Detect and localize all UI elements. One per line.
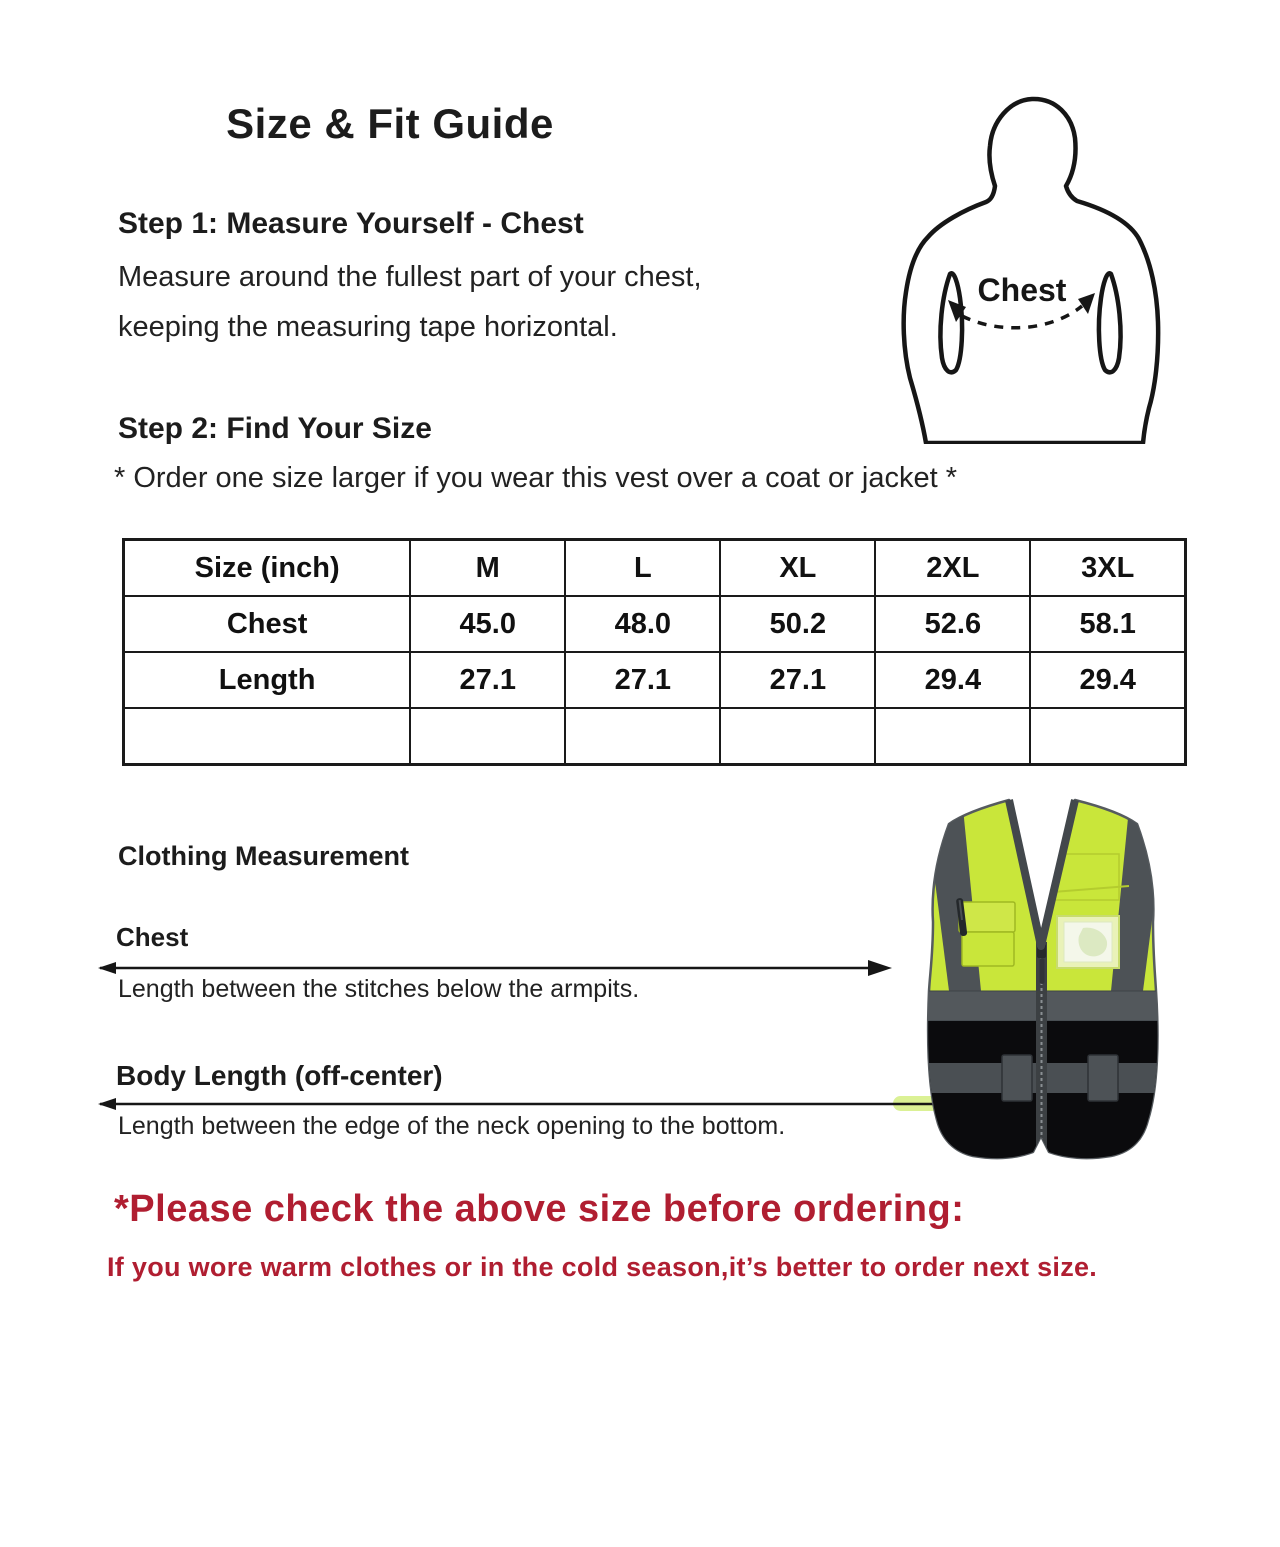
size-table-row-length: [124, 652, 1186, 708]
value-cell: 27.1: [410, 652, 565, 708]
zipper-pull: [1040, 958, 1045, 984]
right-arm-gap: [1099, 273, 1121, 372]
arrow-left-icon: [98, 1098, 116, 1110]
size-table-header-cell: 2XL: [875, 540, 1030, 597]
safety-vest-image: [915, 798, 1177, 1164]
arrow-right-icon: [868, 960, 892, 976]
value-cell: [410, 708, 565, 765]
value-cell: 52.6: [875, 596, 1030, 652]
size-table-header-cell: Size (inch): [124, 540, 411, 597]
step1-heading: Step 1: Measure Yourself - Chest: [118, 207, 584, 240]
value-cell: 58.1: [1030, 596, 1185, 652]
value-cell: 29.4: [875, 652, 1030, 708]
value-cell: 45.0: [410, 596, 565, 652]
size-table: [122, 538, 1187, 766]
value-cell: 27.1: [565, 652, 720, 708]
value-cell: [565, 708, 720, 765]
row-label-cell: Length: [124, 652, 411, 708]
value-cell: [875, 708, 1030, 765]
arrow-left-icon: [98, 962, 116, 974]
size-table-header-cell: M: [410, 540, 565, 597]
size-note: * Order one size larger if you wear this vest over a coat or jacket *: [114, 462, 957, 494]
body-length-label: Body Length (off-center): [116, 1060, 443, 1091]
value-cell: 27.1: [720, 652, 875, 708]
size-table-header-cell: XL: [720, 540, 875, 597]
right-strap-tab: [1088, 1055, 1118, 1101]
body-length-arrow: [96, 1094, 946, 1114]
step1-description-line2: keeping the measuring tape horizontal.: [118, 311, 618, 343]
body-silhouette-figure: [898, 86, 1164, 444]
page-title: Size & Fit Guide: [226, 100, 554, 147]
size-table-header-cell: 3XL: [1030, 540, 1185, 597]
row-label-cell: Chest: [124, 596, 411, 652]
size-table-row-empty: [124, 708, 1186, 765]
chest-pocket: [962, 932, 1014, 966]
warning-heading: *Please check the above size before ordering:: [114, 1188, 965, 1230]
step2-heading: Step 2: Find Your Size: [118, 412, 432, 445]
chest-figure-label: Chest: [977, 272, 1067, 308]
chest-measure-label: Chest: [116, 922, 189, 952]
value-cell: [720, 708, 875, 765]
value-cell: 50.2: [720, 596, 875, 652]
chest-measure-description: Length between the stitches below the armpits.: [118, 975, 640, 1003]
body-length-description: Length between the edge of the neck opening to the bottom.: [118, 1112, 786, 1140]
size-table-header-cell: L: [565, 540, 720, 597]
value-cell: 48.0: [565, 596, 720, 652]
body-outline: [904, 99, 1158, 443]
value-cell: [1030, 708, 1185, 765]
clothing-measurement-heading: Clothing Measurement: [118, 841, 410, 871]
step1-description-line1: Measure around the fullest part of your chest,: [118, 261, 702, 293]
left-arm-gap: [940, 273, 962, 372]
value-cell: 29.4: [1030, 652, 1185, 708]
warning-text: If you wore warm clothes or in the cold season,it’s better to order next size.: [107, 1252, 1098, 1282]
row-label-cell: [124, 708, 411, 765]
size-table-header-row: [124, 540, 1186, 597]
left-strap-tab: [1002, 1055, 1032, 1101]
size-table-row-chest: [124, 596, 1186, 652]
chest-pocket-flap: [959, 902, 1015, 932]
